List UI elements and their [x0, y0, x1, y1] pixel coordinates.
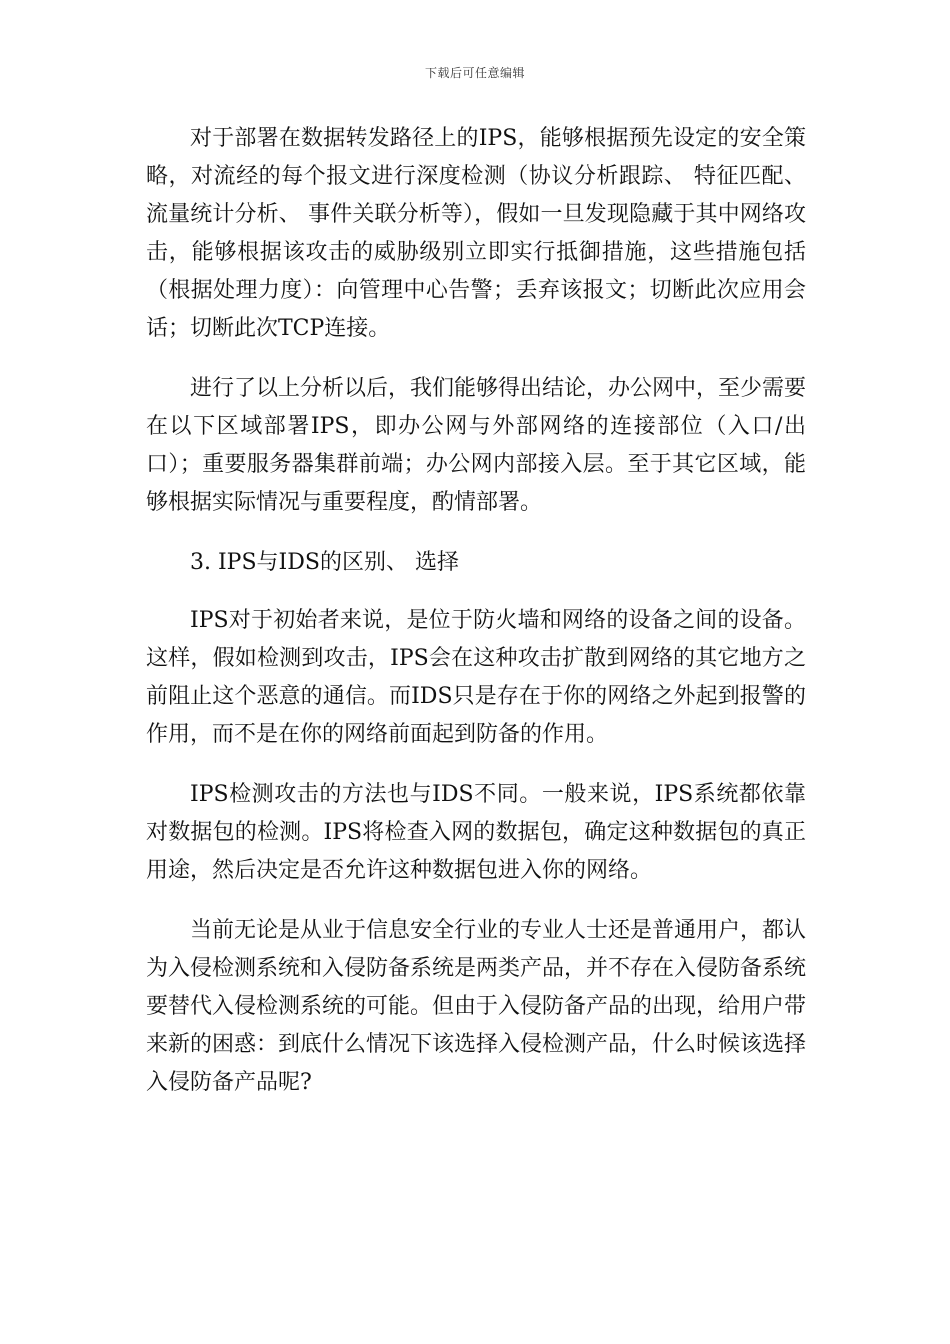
paragraph-ips-detection-method: IPS检测攻击的方法也与IDS不同。一般来说，IPS系统都依靠对数据包的检测。IPS将检查入网的数据包，确定这种数据包的真正用途，然后决定是否允许这种数据包进入你的网络。 — [146, 782, 806, 883]
section-heading-ips-vs-ids: 3. IPS与IDS的区别、 选择 — [190, 550, 459, 575]
paragraph-ips-position: IPS对于初始者来说，是位于防火墙和网络的设备之间的设备。这样，假如检测到攻击，IPS会在这种攻击扩散到网络的其它地方之前阻止这个恶意的通信。而IDS只是存在于你的网络之外起到报警的作用，而不是在你的网络前面起到防备的作用。 — [146, 608, 806, 747]
paragraph-ids-ips-choice: 当前无论是从业于信息安全行业的专业人士还是普通用户，都认为入侵检测系统和入侵防备系统是两类产品，并不存在入侵防备系统要替代入侵检测系统的可能。但由于入侵防备产品的出现，给用户带来新的困惑：到底什么情况下该选择入侵检测产品，什么时候该选择入侵防备产品呢? — [146, 918, 807, 1095]
paragraph-ips-deployment-strategy: 对于部署在数据转发路径上的IPS，能够根据预先设定的安全策略，对流经的每个报文进行深度检测（协议分析跟踪、 特征匹配、 流量统计分析、 事件关联分析等），假如一旦发现隐藏于其中网络攻击，能够根据该攻击的威胁级别立即实行抵御措施，这些措施包括（根据处理力度）：向管理中心告警；丢弃该报文；切断此次应用会话；切断此次TCP连接。 — [146, 126, 806, 341]
paragraph-ips-deployment-conclusion: 进行了以上分析以后，我们能够得出结论，办公网中，至少需要在以下区域部署IPS，即办公网与外部网络的连接部位（入口/出口）；重要服务器集群前端；办公网内部接入层。至于其它区域，能够根据实际情况与重要程度，酌情部署。 — [146, 376, 807, 515]
document-body — [146, 120, 806, 1124]
page-header: 下载后可任意编辑 — [424, 66, 525, 80]
